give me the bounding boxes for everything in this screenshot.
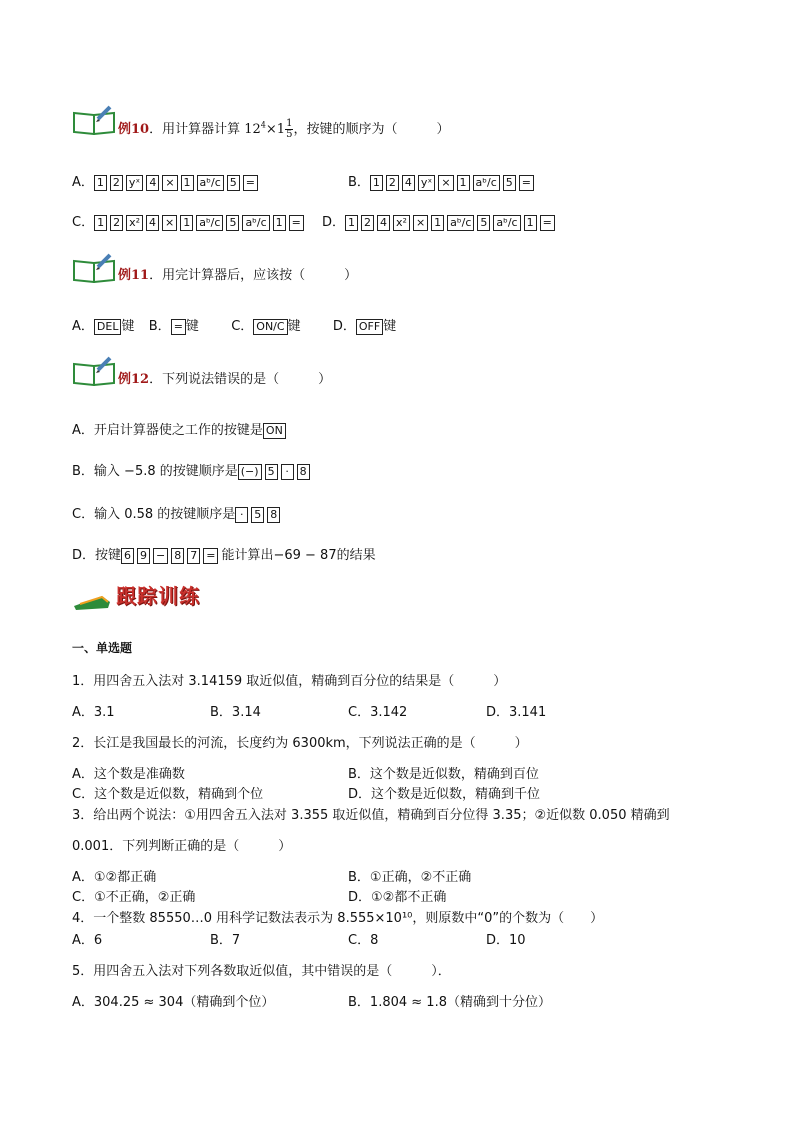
book-pencil-icon <box>72 356 118 386</box>
calculator-key: 5 <box>503 175 516 191</box>
calculator-key: = <box>243 175 258 191</box>
example-12-label: 例12 <box>118 372 150 387</box>
calculator-key: × <box>162 175 177 191</box>
question-3-option-b: B．①正确，②不正确 <box>348 870 472 885</box>
fraction: $\frac{1}{5}$ <box>286 118 293 140</box>
calculator-key: 5 <box>265 464 278 480</box>
calculator-key: (−) <box>238 464 262 480</box>
book-pencil-icon <box>72 253 118 283</box>
question-3-stem-line1: 3．给出两个说法：①用四舍五入法对 3.355 取近似值，精确到百分位得 3.35；②近似数 0.050 精确到 <box>72 808 670 823</box>
calculator-key: × <box>162 215 177 231</box>
key-sequence <box>235 507 283 522</box>
calculator-key: 1 <box>180 215 193 231</box>
calculator-key: 4 <box>402 175 415 191</box>
question-1-option-b: B．3.14 <box>210 705 261 720</box>
calculator-key: = <box>289 215 304 231</box>
calculator-key: 9 <box>137 548 150 564</box>
key-sequence <box>94 215 307 230</box>
calculator-key: 8 <box>171 548 184 564</box>
key-sequence <box>263 423 289 438</box>
calculator-key: − <box>153 548 168 564</box>
section-heading: 跟踪训练 <box>72 580 200 612</box>
question-1-option-c: C．3.142 <box>348 705 408 720</box>
calculator-key: 5 <box>477 215 490 231</box>
key-sequence <box>345 215 558 230</box>
calculator-key: 8 <box>297 464 310 480</box>
question-5-option-b: B．1.804 ≈ 1.8（精确到十分位） <box>348 995 551 1010</box>
question-5-stem: 5．用四舍五入法对下列各数取近似值，其中错误的是（ ）． <box>72 964 451 979</box>
calculator-key: aᵇ/c <box>196 215 223 231</box>
calculator-key: 1 <box>273 215 286 231</box>
calculator-key: × <box>413 215 428 231</box>
question-4-option-b: B．7 <box>210 933 241 948</box>
question-4-option-d: D．10 <box>486 933 526 948</box>
part-title: 一、单选题 <box>72 641 133 655</box>
key-sequence <box>121 548 221 563</box>
question-4-option-c: C．8 <box>348 933 379 948</box>
example-10-label: 例10 <box>118 122 150 137</box>
calculator-key: 4 <box>146 215 159 231</box>
question-5-option-a: A．304.25 ≈ 304（精确到个位） <box>72 995 275 1010</box>
calculator-key: 1 <box>181 175 194 191</box>
calculator-key: aᵇ/c <box>242 215 269 231</box>
question-3-option-c: C．①不正确，②正确 <box>72 890 196 905</box>
example-12-option-c: C．输入 0.58 的按键顺序是 · 5 8 <box>72 503 283 523</box>
example-12-option-d: D．按键 6 9 − 8 7 = 能计算出−69 − 87的结果 <box>72 548 376 563</box>
question-2-stem: 2．长江是我国最长的河流，长度约为 6300km，下列说法正确的是（ ） <box>72 736 528 751</box>
calculator-key: 1 <box>345 215 358 231</box>
calculator-key: · <box>281 464 294 480</box>
question-1-stem: 1．用四舍五入法对 3.14159 取近似值，精确到百分位的结果是（ ） <box>72 674 507 689</box>
calculator-key: aᵇ/c <box>493 215 520 231</box>
key-sequence <box>238 464 313 479</box>
calculator-key: aᵇ/c <box>447 215 474 231</box>
calculator-key: 1 <box>524 215 537 231</box>
calculator-key: = <box>171 319 186 335</box>
calculator-key: 1 <box>370 175 383 191</box>
example-10-option-a: A． 1 2 yˣ 4 × 1 aᵇ/c 5 = <box>72 171 261 191</box>
calculator-key: 1 <box>457 175 470 191</box>
calculator-key: 6 <box>121 548 134 564</box>
book-pencil-icon <box>72 105 118 135</box>
example-12-option-b: B．输入 −5.8 的按键顺序是 (−) 5 · 8 <box>72 460 313 480</box>
example-11-question: 例11．用完计算器后，应该按（ ） <box>118 268 358 283</box>
question-1-option-d: D．3.141 <box>486 705 547 720</box>
example-10-option-c: C． 1 2 x² 4 × 1 aᵇ/c 5 aᵇ/c 1 = <box>72 211 307 231</box>
calculator-key: DEL <box>94 319 122 335</box>
calculator-key: x² <box>393 215 410 231</box>
calculator-key: yˣ <box>418 175 435 191</box>
calculator-key: 2 <box>386 175 399 191</box>
example-12-question: 例12．下列说法错误的是（ ） <box>118 372 332 387</box>
calculator-key: OFF <box>356 319 383 335</box>
calculator-key: ON <box>263 423 286 439</box>
example-10-question: 例10．用计算器计算 $12^4\times 1$ $\frac{1}{5}$ ，按键的顺序为（ ） <box>118 118 450 140</box>
calculator-key: 2 <box>110 175 123 191</box>
calculator-key: 5 <box>251 507 264 523</box>
question-2-option-b: B．这个数是近似数，精确到百位 <box>348 767 539 782</box>
question-4-stem: 4．一个整数 85550…0 用科学记数法表示为 8.555×10¹⁰，则原数中“0”的个数为（ ） <box>72 911 604 926</box>
calculator-key: 2 <box>361 215 374 231</box>
example-10-option-b: B． 1 2 4 yˣ × 1 aᵇ/c 5 = <box>348 171 537 191</box>
calculator-key: 2 <box>110 215 123 231</box>
calculator-key: · <box>235 507 248 523</box>
question-2-option-d: D．这个数是近似数，精确到千位 <box>348 787 541 802</box>
question-2-option-c: C．这个数是近似数，精确到个位 <box>72 787 264 802</box>
calculator-key: = <box>540 215 555 231</box>
calculator-key: 1 <box>94 175 107 191</box>
calculator-key: 5 <box>226 215 239 231</box>
calculator-key: 4 <box>146 175 159 191</box>
calculator-key: = <box>519 175 534 191</box>
question-3-option-d: D．①②都不正确 <box>348 890 447 905</box>
example-12-option-a: A．开启计算器使之工作的按键是 ON <box>72 419 289 439</box>
calculator-key: 1 <box>94 215 107 231</box>
calculator-key: = <box>203 548 218 564</box>
key-sequence <box>94 175 261 190</box>
question-4-option-a: A．6 <box>72 933 103 948</box>
question-2-option-a: A．这个数是准确数 <box>72 767 185 782</box>
example-11-label: 例11 <box>118 268 150 283</box>
calculator-key: 7 <box>187 548 200 564</box>
calculator-key: 1 <box>431 215 444 231</box>
key-sequence <box>370 175 537 190</box>
example-10-option-d: D． 1 2 4 x² × 1 aᵇ/c 5 aᵇ/c 1 = <box>322 211 558 231</box>
calculator-key: yˣ <box>126 175 143 191</box>
calculator-key: ON/C <box>253 319 287 335</box>
calculator-key: x² <box>126 215 143 231</box>
example-11-options: A． DEL 键 B． = 键 C． ON/C 键 D． OFF 键 <box>72 319 397 334</box>
calculator-key: × <box>438 175 453 191</box>
train-icon <box>72 588 112 612</box>
calculator-key: aᵇ/c <box>197 175 224 191</box>
question-3-stem-line2: 0.001．下列判断正确的是（ ） <box>72 839 292 854</box>
calculator-key: aᵇ/c <box>473 175 500 191</box>
calculator-key: 8 <box>267 507 280 523</box>
calculator-key: 5 <box>227 175 240 191</box>
question-3-option-a: A．①②都正确 <box>72 870 157 885</box>
calculator-key: 4 <box>377 215 390 231</box>
question-1-option-a: A．3.1 <box>72 705 115 720</box>
